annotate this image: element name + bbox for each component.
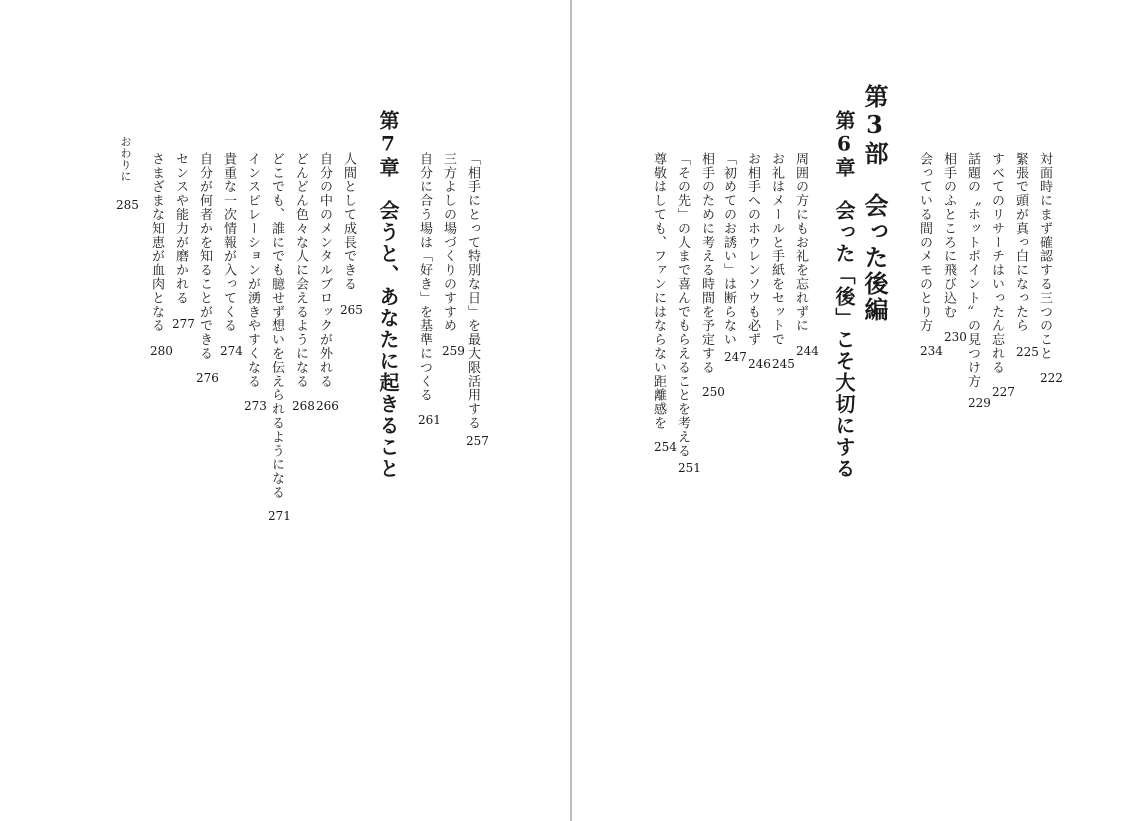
toc-page-number: 250 bbox=[702, 385, 725, 399]
toc-page-number: 257 bbox=[466, 434, 489, 448]
toc-page-number: 261 bbox=[418, 413, 441, 427]
toc-entry: さまざまな知恵が血肉となる bbox=[149, 152, 164, 333]
toc-page-number: 265 bbox=[340, 303, 363, 317]
toc-entry: 「相手にとって特別な日」を最大限活用する bbox=[465, 152, 480, 430]
toc-page-number: 268 bbox=[292, 399, 315, 413]
toc-page-number: 273 bbox=[244, 399, 267, 413]
chapter-heading: 第7章 会うと、あなたに起きること bbox=[376, 110, 400, 480]
toc-entry: 相手のふところに飛び込む bbox=[941, 152, 956, 319]
toc-entry: どんどん色々な人に会えるようになる bbox=[293, 152, 308, 389]
toc-entry: 人間として成長できる bbox=[341, 152, 356, 291]
toc-page-number: 227 bbox=[992, 385, 1015, 399]
part-heading: 第3部 会った後編 bbox=[860, 84, 889, 323]
toc-page-number: 251 bbox=[678, 461, 701, 475]
toc-page-number: 280 bbox=[150, 344, 173, 358]
toc-page-number: 222 bbox=[1040, 371, 1063, 385]
toc-page-number: 234 bbox=[920, 344, 943, 358]
toc-entry: 貴重な一次情報が入ってくる bbox=[221, 152, 236, 333]
toc-entry: 緊張で頭が真っ白になったら bbox=[1013, 152, 1028, 333]
toc-entry: 自分に合う場は「好き」を基準につくる bbox=[417, 152, 432, 403]
toc-entry: 「初めてのお誘い」は断らない bbox=[721, 152, 736, 347]
toc-entry: 対面時にまず確認する三つのこと bbox=[1037, 152, 1052, 361]
toc-page-number: 285 bbox=[116, 198, 139, 212]
toc-entry: 話題の〝ホットポイント〟の見つけ方 bbox=[965, 152, 980, 389]
chapter-heading: 第6章 会った「後」こそ大切にする bbox=[832, 110, 856, 480]
toc-page-number: 266 bbox=[316, 399, 339, 413]
toc-page-number: 245 bbox=[772, 357, 795, 371]
toc-page-number: 246 bbox=[748, 357, 771, 371]
toc-entry: すべてのリサーチはいったん忘れる bbox=[989, 152, 1004, 375]
toc-page-number: 274 bbox=[220, 344, 243, 358]
toc-entry: 相手のために考える時間を予定する bbox=[699, 152, 714, 375]
toc-entry: 自分の中のメンタルブロックが外れる bbox=[317, 152, 332, 389]
toc-entry: お相手へのホウレンソウも必ず bbox=[745, 152, 760, 347]
toc-entry: センスや能力が磨かれる bbox=[173, 152, 188, 305]
toc-entry: お礼はメールと手紙をセットで bbox=[769, 152, 784, 347]
page-gutter bbox=[570, 0, 572, 821]
toc-page-number: 254 bbox=[654, 440, 677, 454]
toc-page-number: 276 bbox=[196, 371, 219, 385]
toc-entry: 自分が何者かを知ることができる bbox=[197, 152, 212, 361]
toc-entry: 「その先」の人まで喜んでもらえることを考える bbox=[675, 152, 690, 458]
toc-page-number: 244 bbox=[796, 344, 819, 358]
toc-entry: 会っている間のメモのとり方 bbox=[917, 152, 932, 333]
toc-entry: 三方よしの場づくりのすすめ bbox=[441, 152, 456, 333]
toc-page-number: 230 bbox=[944, 330, 967, 344]
toc-page-number: 259 bbox=[442, 344, 465, 358]
toc-page-number: 225 bbox=[1016, 345, 1039, 359]
closing-entry: おわりに bbox=[119, 136, 132, 182]
toc-page-number: 247 bbox=[724, 350, 747, 364]
toc-page-number: 277 bbox=[172, 317, 195, 331]
toc-page-number: 271 bbox=[268, 509, 291, 523]
toc-page-number: 229 bbox=[968, 396, 991, 410]
toc-entry: 周囲の方にもお礼を忘れずに bbox=[793, 152, 808, 333]
toc-entry: インスピレーションが湧きやすくなる bbox=[245, 152, 260, 389]
toc-entry: どこでも、誰にでも臆せず想いを伝えられるようになる bbox=[269, 152, 284, 500]
toc-entry: 尊敬はしても、ファンにはならない距離感を bbox=[651, 152, 666, 430]
